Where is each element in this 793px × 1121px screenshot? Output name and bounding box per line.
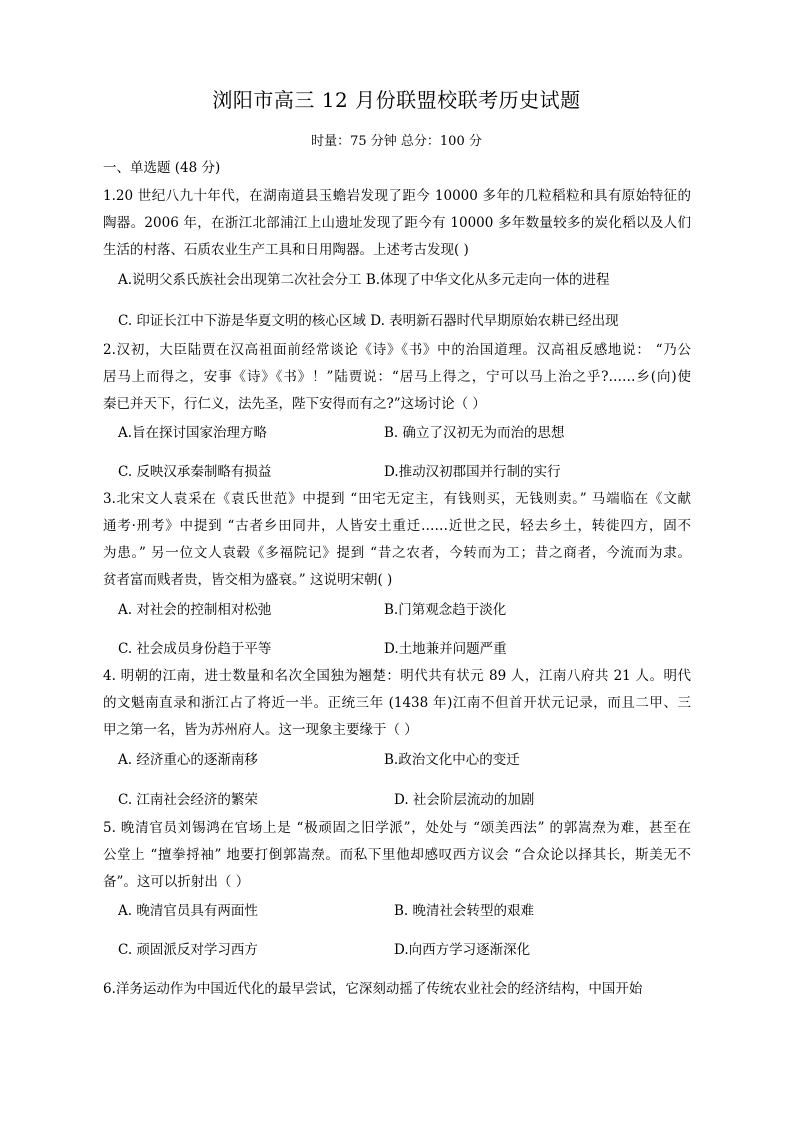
question-5-option-b: B. 晚清社会转型的艰难 (394, 903, 535, 919)
question-5-line-1: 5. 晚清官员刘锡鸿在官场上是 “极顽固之旧学派”，处处与 “颂美西法” 的郭嵩焘为难，甚至在 (103, 820, 691, 836)
question-1-options-ab: A.说明父系氏族社会出现第二次社会分工 B.体现了中华文化从多元走向一体的进程 (118, 272, 610, 288)
question-5-line-3: 备”。这可以折射出（ ） (103, 874, 250, 890)
question-4-line-3: 甲之第一名，皆为苏州府人。这一现象主要缘于（ ） (103, 722, 418, 738)
question-3-line-1: 3.北宋文人袁采在《袁氏世范》中提到 “田宅无定主，有钱则买，无钱则卖。” 马端临在《文献 (103, 491, 691, 507)
question-1-options-cd: C. 印证长江中下游是华夏文明的核心区域 D. 表明新石器时代早期原始农耕已经出现 (118, 313, 619, 329)
question-4-option-d: D. 社会阶层流动的加剧 (394, 792, 535, 808)
question-4-line-1: 4. 明朝的江南，进士数量和名次全国独为翘楚：明代共有状元 89 人，江南八府共 21 人。明代 (103, 668, 691, 684)
question-3-line-3: 为患。” 另一位文人袁毂《多福院记》提到 “昔之农者，今转而为工；昔之商者，今流而为隶。 (103, 545, 691, 561)
question-1-line-1: 1.20 世纪八九十年代，在湖南道县玉蟾岩发现了距今 10000 多年的几粒稻粒和具有原始特征的 (103, 188, 691, 204)
question-3-option-c: C. 社会成员身份趋于平等 (118, 641, 272, 657)
question-3-line-4: 贫者富而贱者贵，皆交相为盛衰。” 这说明宋朝( ) (103, 572, 393, 588)
section-heading: 一、单选题 (48 分) (103, 160, 221, 176)
question-3-line-2: 通考·刑考》中提到 “古者乡田同井，人皆安土重迁……近世之民，轻去乡土，转徙四方，固不 (103, 518, 691, 534)
question-2-option-d: D.推动汉初郡国并行制的实行 (384, 464, 561, 480)
exam-info: 时量：75 分钟 总分：100 分 (311, 134, 482, 149)
question-4-line-2: 的文魁南直录和浙江占了将近一半。正统三年 (1438 年)江南不但首开状元记录，而且二甲、三 (103, 695, 691, 711)
question-2-line-3: 秦已并天下，行仁义，法先圣，陛下安得而有之?”这场讨论（ ） (103, 396, 486, 412)
question-2-line-2: 居马上而得之，安事《诗》《书》！”陆贾说：“居马上得之，宁可以马上治之乎?……乡(向)使 (103, 369, 691, 385)
question-5-option-c: C. 顽固派反对学习西方 (118, 942, 258, 958)
question-3-option-a: A. 对社会的控制相对松弛 (118, 602, 272, 618)
question-2-option-a: A.旨在探讨国家治理方略 (118, 425, 268, 441)
question-1-line-2: 陶器。2006 年，在浙江北部浦江上山遗址发现了距今有 10000 多年数量较多的炭化稻以及人们 (103, 215, 691, 231)
question-1-line-3: 生活的村落、石质农业生产工具和日用陶器。上述考古发现( ) (103, 242, 469, 258)
question-3-option-b: B.门第观念趋于淡化 (384, 602, 507, 618)
question-4-option-b: B.政治文化中心的变迁 (384, 752, 520, 768)
question-4-option-a: A. 经济重心的逐渐南移 (118, 752, 258, 768)
question-5-option-a: A. 晚清官员具有两面性 (118, 903, 258, 919)
question-2-option-c: C. 反映汉承秦制略有损益 (118, 464, 272, 480)
question-5-line-2: 公堂上 “擅拳捋袖” 地要打倒郭嵩焘。而私下里他却感叹西方议会 “合众论以择其长，斯美无不 (103, 847, 691, 863)
question-5-option-d: D.向西方学习逐渐深化 (394, 942, 531, 958)
question-3-option-d: D.土地兼并问题严重 (384, 641, 507, 657)
question-2-option-b: B. 确立了汉初无为而治的思想 (384, 425, 565, 441)
question-4-option-c: C. 江南社会经济的繁荣 (118, 792, 258, 808)
page-title: 浏阳市高三 12 月份联盟校联考历史试题 (212, 88, 581, 112)
question-6-line-1: 6.洋务运动作为中国近代化的最早尝试，它深刻动摇了传统农业社会的经济结构，中国开始 (103, 981, 643, 997)
question-2-line-1: 2.汉初，大臣陆贾在汉高祖面前经常谈论《诗》《书》中的治国道理。汉高祖反感地说： “乃公 (103, 342, 691, 358)
